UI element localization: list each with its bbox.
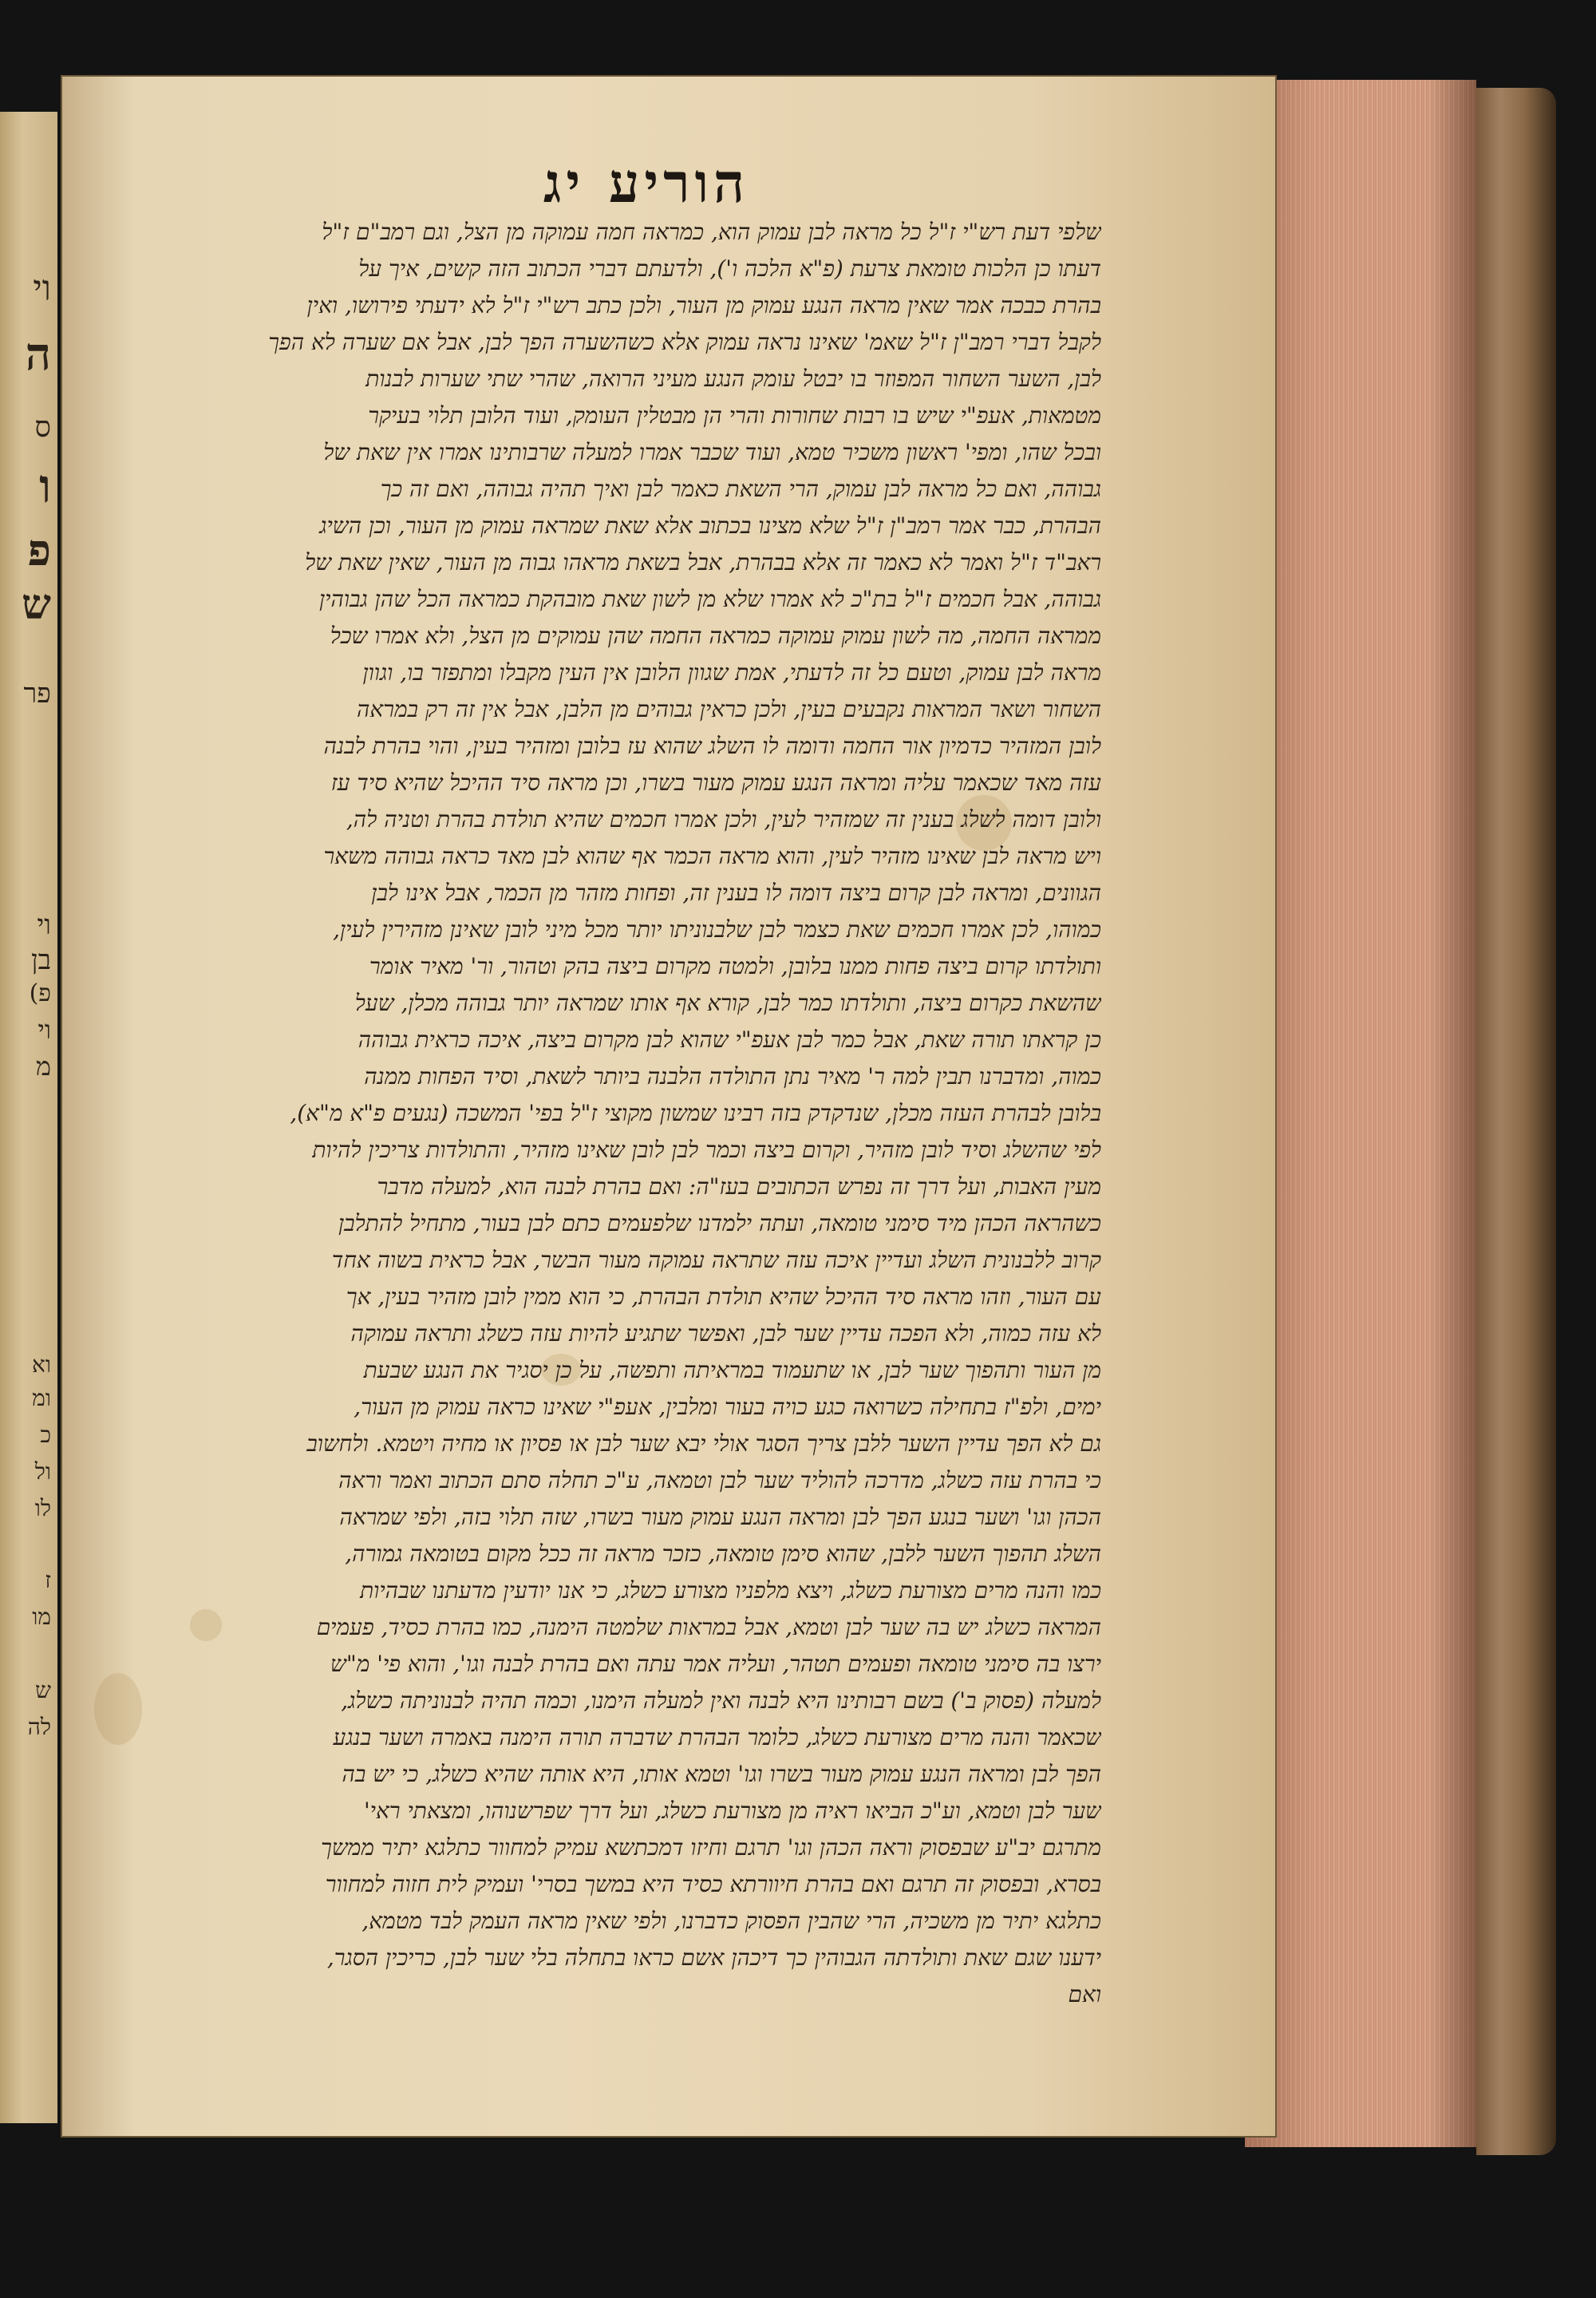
text-line: מראה לבן עמוק, וטעם כל זה לדעתי, אמת שגוון הלובן אין העין מקבלו ומתפזר בו, וגוון bbox=[362, 659, 1101, 686]
text-line: השחור ושאר המראות נקבעים בעין, ולכן כראין גבוהים מן הלבן, אבל אין זה רק במראה bbox=[356, 696, 1101, 722]
text-line: הגוונים, ומראה לבן קרום ביצה דומה לו בענין זה, ופחות מזהר מן הכמר, אבל אינו לבן bbox=[371, 880, 1101, 906]
text-line: כמוהו, לכן אמרו חכמים שאת כצמר לבן שלבנוניתו יותר מכל מיני לובן שאינן מזהירין לעין, bbox=[333, 916, 1101, 943]
text-line: בסרא, ובפסוק זה תרגם ואם בהרת חיוורתא כסיד היא במשך בסרי' ועמיק לית חזוה למחוור bbox=[325, 1871, 1101, 1897]
text-line: שהשאת כקרום ביצה, ותולדתו כמר לבן, קורא אף אותו שמראה יותר גבוהה מכלן, שעל bbox=[354, 990, 1101, 1016]
text-line: הפך לבן ומראה הנגע עמוק מעור בשרו וגו' וטמא אותו, היא אותה שהיא כשלג, כי יש בה bbox=[342, 1761, 1101, 1787]
left-page-fragment: מו bbox=[32, 1604, 51, 1630]
text-line: בלובן לבהרת העזה מכלן, שנדקדק בזה רבינו שמשון מקוצי ז"ל בפי' המשכה (נגעים פ"א מ"א), bbox=[290, 1100, 1101, 1126]
text-line: לפי שהשלג וסיד לובן מזהיר, וקרום ביצה וכמר לבן לובן שאינו מזהיר, והתולדות צריכין להיות bbox=[312, 1137, 1101, 1163]
text-line: ממראה החמה, מה לשון עמוק עמוקה כמראה החמה שהן עמוקים מן הצל, ולא אמרו שכל bbox=[330, 623, 1101, 649]
text-line: גבוהה, אבל חכמים ז"ל בת"כ לא אמרו שלא מן לשון שאת מובהקת כמראה הכל שהן גבוהין bbox=[318, 586, 1101, 612]
text-line: שלפי דעת רש"י ז"ל כל מראה לבן עמוק הוא, כמראה חמה עמוקה מן הצל, וגם רמב"ם ז"ל bbox=[322, 219, 1101, 245]
left-page-fragment: ש bbox=[22, 580, 51, 629]
text-line: גם לא הפך עדיין השער ללבן צריך הסגר אולי יבא שער לבן או פסיון או מחיה ויטמא. ולחשוב bbox=[306, 1430, 1101, 1457]
text-line: ותולדתו קרום ביצה פחות ממנו בלובן, ולמטה מקרום ביצה בהק וטהור, ור' מאיר אומר bbox=[369, 953, 1101, 979]
left-page-fragment: כ bbox=[40, 1422, 51, 1448]
text-line: דעתו כן הלכות טומאת צרעת (פ"א הלכה ו'), ולדעתם דברי הכתוב הזה קשים, איך על bbox=[358, 255, 1101, 282]
text-line: עם העור, וזהו מראה סיד ההיכל שהיא תולדת הבהרת, כי הוא ממין לובן מזהיר בעין, אך bbox=[346, 1283, 1101, 1310]
left-page-fragment: לה bbox=[27, 1714, 51, 1740]
text-line: כמו והנה מרים מצורעת כשלג, ויצא מלפניו מצורע כשלג, כי אנו יודעין מדעתנו שבהיות bbox=[360, 1577, 1101, 1604]
text-line: כשהראה הכהן מיד סימני טומאה, ועתה ילמדנו שלפעמים כתם לבן בעור, מתחיל להתלבן bbox=[338, 1210, 1101, 1236]
text-line: ירצו בה סימני טומאה ופעמים תטהר, ועליה אמר עתה ואם בהרת לבנה וגו', והוא פי' מ"ש bbox=[330, 1651, 1101, 1677]
text-line bbox=[96, 2013, 1101, 2050]
left-page-fragment: פ bbox=[27, 524, 51, 575]
text-line: ובכל שהו, ומפי' ראשון משכיר טמא, ועוד שכבר אמרו למעלה שרבותינו אמרו אין שאת של bbox=[323, 439, 1101, 465]
left-page-fragment: וא bbox=[32, 1351, 51, 1378]
left-page-fragment: וי bbox=[37, 909, 51, 941]
text-line: ימים, ולפ"ז בתחילה כשרואה כגע כויה בעור ומלבין, אעפ"י שאינו כראה עמוק מן העור, bbox=[354, 1394, 1101, 1420]
text-line: המראה כשלג יש בה שער לבן וטמא, אבל במראות שלמטה הימנה, כמו בהרת כסיד, פעמים bbox=[316, 1614, 1101, 1640]
text-line: השלג תהפוך השער ללבן, שהוא סימן טומאה, כזכר מראה זה ככל מקום בטומאה גמורה, bbox=[345, 1541, 1101, 1567]
left-page-fragment: ס bbox=[34, 411, 51, 444]
text-line: לבן, השער השחור המפוזר בו יבטל עומק הנגע מעיני הרואה, שהרי שתי שערות לבנות bbox=[365, 366, 1101, 392]
text-line: מטמאות, אעפ"י שיש בו רבות שחורות והרי הן מבטלין העומק, ועוד הלובן תלוי בעיקר bbox=[368, 402, 1101, 429]
text-line: לובן המזהיר כדמיון אור החמה ודומה לו השלג שהוא עז בלובן ומזהיר בעין, והוי בהרת לבנה bbox=[323, 733, 1101, 759]
page-stack-edges bbox=[1245, 80, 1476, 2147]
text-line: למעלה (פסוק ב') בשם רבותינו היא לבנה ואין למעלה הימנו, וכמה תהיה לבנוניתה כשלג, bbox=[341, 1687, 1101, 1714]
text-line: מעין האבות, ועל דרך זה נפרש הכתובים בעז"ה: ואם בהרת לבנה הוא, למעלה מדבר bbox=[377, 1173, 1101, 1200]
text-line: כן קראתו תורה שאת, אבל כמר לבן אעפ"י שהוא לבן מקרום ביצה, איכה כראית גבוהה bbox=[358, 1026, 1101, 1053]
text-line: גבוהה, ואם כל מראה לבן עמוק, הרי השאת כאמר לבן ואיך תהיה גבוהה, ואם זה כך bbox=[380, 476, 1101, 502]
text-line: כי בהרת עזה כשלג, מדרכה להוליד שער לבן וטמאה, ע"כ תחלה סתם הכתוב ואמר וראה bbox=[338, 1467, 1101, 1493]
text-line: לקבל דברי רמב"ן ז"ל שאמ' שאינו נראה עמוק אלא כשהשערה הפך לבן, אבל אם שערה לא הפך bbox=[268, 329, 1101, 355]
text-line: שער לבן וטמא, וע"כ הביאו ראיה מן מצורעת כשלג, ועל דרך שפרשנוהו, ומצאתי ראי' bbox=[363, 1798, 1101, 1824]
left-page-fragment: ו bbox=[39, 459, 51, 513]
left-page-fragment: מ bbox=[36, 1051, 51, 1082]
left-page-fragment: ש bbox=[35, 1677, 51, 1703]
left-page-fragment: פר bbox=[23, 678, 51, 710]
left-page-margin bbox=[0, 112, 57, 2123]
left-page-fragment: ומ bbox=[32, 1385, 51, 1411]
left-page-fragment: וי bbox=[38, 1015, 51, 1045]
left-page-fragment: ה bbox=[25, 328, 51, 381]
text-line: עזה מאד שכאמר עליה ומראה הנגע עמוק מעור בשרו, וכן מראה סיד ההיכל שהיא סיד עז bbox=[330, 769, 1101, 796]
text-line: מתרגם יב"ע שבפסוק וראה הכהן וגו' תרגם וחיזו דמכתשא עמיק למחוור כתלגא יתיר ממשך bbox=[321, 1834, 1101, 1861]
text-line: הכהן וגו' ושער בנגע הפך לבן ומראה הנגע עמוק מעור בשרו, שזה תלוי בזה, ולפי שמראה bbox=[339, 1504, 1101, 1530]
text-line: כתלגא יתיר מן משכיה, הרי שהבין הפסוק כדברנו, ולפי שאין מראה העמק לבד מטמא, bbox=[361, 1908, 1101, 1934]
text-line: ידענו שגם שאת ותולדתה הגבוהין כך דיכהן אשם כראו בתחלה בלי שער לבן, כריכין הסגר, bbox=[326, 1944, 1101, 1971]
text-line: ואם bbox=[1068, 1981, 1101, 2007]
text-line: ולובן דומה לשלג בענין זה שמזהיר לעין, ולכן אמרו חכמים שהיא תולדת בהרת וטניה לה, bbox=[346, 806, 1101, 833]
left-page-fragment: ז bbox=[45, 1567, 51, 1593]
text-line: ראב"ד ז"ל ואמר לא כאמר זה אלא בבהרת, אבל בשאת מראהו גבוה מן העור, שאין שאת של bbox=[305, 549, 1101, 575]
main-text-block bbox=[96, 214, 1101, 2086]
left-page-fragment: (פ bbox=[29, 979, 51, 1007]
left-page-fragment: וי bbox=[33, 268, 51, 309]
book-cover-edge bbox=[1476, 88, 1556, 2155]
page-header: הוריע יג bbox=[543, 152, 750, 216]
text-line: כמוה, ומדברנו תבין למה ר' מאיר נתן התולדה הלבנה ביותר לשאת, וסיד הפחות ממנה bbox=[364, 1063, 1101, 1090]
text-line-catchword bbox=[96, 2050, 255, 2086]
text-line: הבהרת, כבר אמר רמב"ן ז"ל שלא מצינו בכתוב אלא שאת שמראה עמוק מן העור, וכן השיג bbox=[319, 512, 1101, 539]
text-line: קרוב ללבנונית השלג ועדיין איכה עזה שתראה עמוקה מעור הבשר, אבל כראית בשוה אחד bbox=[331, 1247, 1101, 1273]
text-line: ויש מראה לבן שאינו מזהיר לעין, והוא מראה הכמר אף שהוא לבן מאד כראה גבוהה משאר bbox=[323, 843, 1101, 869]
text-line: לא עזה כמוה, ולא הפכה עדיין שער לבן, ואפשר שתגיע להיות עזה כשלג ותראה עמוקה bbox=[350, 1320, 1101, 1347]
text-line: בהרת כבכה אמר שאין מראה הנגע עמוק מן העור, ולכן כתב רש"י ז"ל לא ידעתי פירושו, ואין bbox=[306, 292, 1101, 318]
left-page-fragment: ול bbox=[34, 1458, 51, 1485]
text-line: שכאמר והנה מרים מצורעת כשלג, כלומר הבהרת שדברה תורה הימנה באמרה ושער בנגע bbox=[333, 1724, 1101, 1750]
left-page-fragment: בן bbox=[30, 944, 51, 976]
left-page-fragment: לו bbox=[34, 1495, 51, 1521]
text-line: מן העור ותהפוך שער לבן, או שתעמוד במראיתה ותפשה, על כן יסגיר את הנגע שבעת bbox=[363, 1357, 1101, 1383]
